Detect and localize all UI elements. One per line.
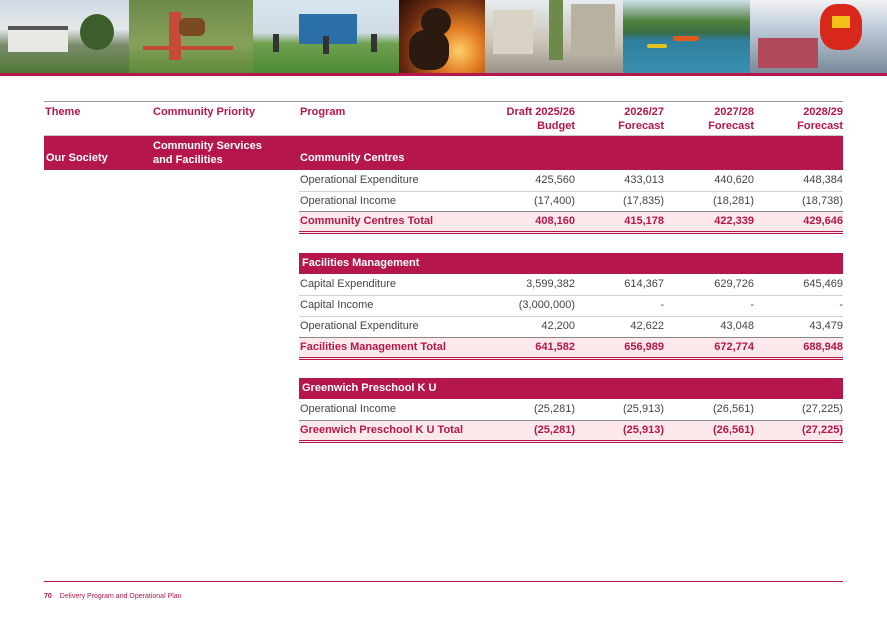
photo-dog-agility (129, 0, 253, 73)
section-title-facilities-management: Facilities Management (302, 257, 420, 269)
page-footer (44, 593, 182, 600)
header-theme: Theme (45, 106, 81, 118)
photo-banner (0, 0, 887, 75)
table-row: Operational Income (17,400) (17,835) (18,281) (18,738) (300, 195, 843, 207)
photo-lion-dance-festival (750, 0, 887, 73)
photo-kookaburra-sunset (399, 0, 485, 73)
total-row: Greenwich Preschool K U Total (25,281) (25,913) (26,561) (27,225) (299, 420, 843, 443)
header-forecast-2028: 2028/29 Forecast (797, 106, 843, 132)
table-row: Operational Expenditure 42,200 42,622 43,048 43,479 (300, 320, 843, 332)
photo-river-kayaking (623, 0, 750, 73)
header-program: Program (300, 106, 346, 118)
photo-shopping-street (485, 0, 623, 73)
section-band-facilities (299, 253, 843, 274)
theme-name: Our Society (46, 152, 108, 164)
theme-band (44, 136, 843, 170)
total-row: Facilities Management Total 641,582 656,989 672,774 688,948 (299, 337, 843, 360)
header-forecast-2027: 2027/28 Forecast (708, 106, 754, 132)
photo-community-building (0, 0, 129, 73)
section-band-greenwich (299, 378, 843, 399)
total-row: Community Centres Total 408,160 415,178 422,339 429,646 (299, 211, 843, 234)
table-row: Operational Income (25,281) (25,913) (26,561) (27,225) (300, 403, 843, 415)
table-row: Capital Expenditure 3,599,382 614,367 629,726 645,469 (299, 274, 843, 296)
header-draft-budget: Draft 2025/26 Budget (506, 106, 575, 132)
photo-outdoor-yoga (253, 0, 399, 73)
section-title-greenwich-preschool: Greenwich Preschool K U (302, 382, 437, 394)
document-title: Delivery Program and Operational Plan (59, 593, 182, 600)
page-number: 70 (44, 593, 52, 600)
banner-divider (0, 73, 887, 76)
header-forecast-2026: 2026/27 Forecast (618, 106, 664, 132)
table-row: Capital Income (3,000,000) - - - (299, 295, 843, 317)
community-priority-name: Community Services and Facilities (153, 140, 262, 166)
table-row: Operational Expenditure 425,560 433,013 440,620 448,384 (299, 170, 843, 192)
header-community-priority: Community Priority (153, 106, 256, 118)
table-top-rule (44, 101, 843, 102)
section-title-community-centres: Community Centres (300, 152, 405, 164)
footer-rule (44, 581, 843, 582)
